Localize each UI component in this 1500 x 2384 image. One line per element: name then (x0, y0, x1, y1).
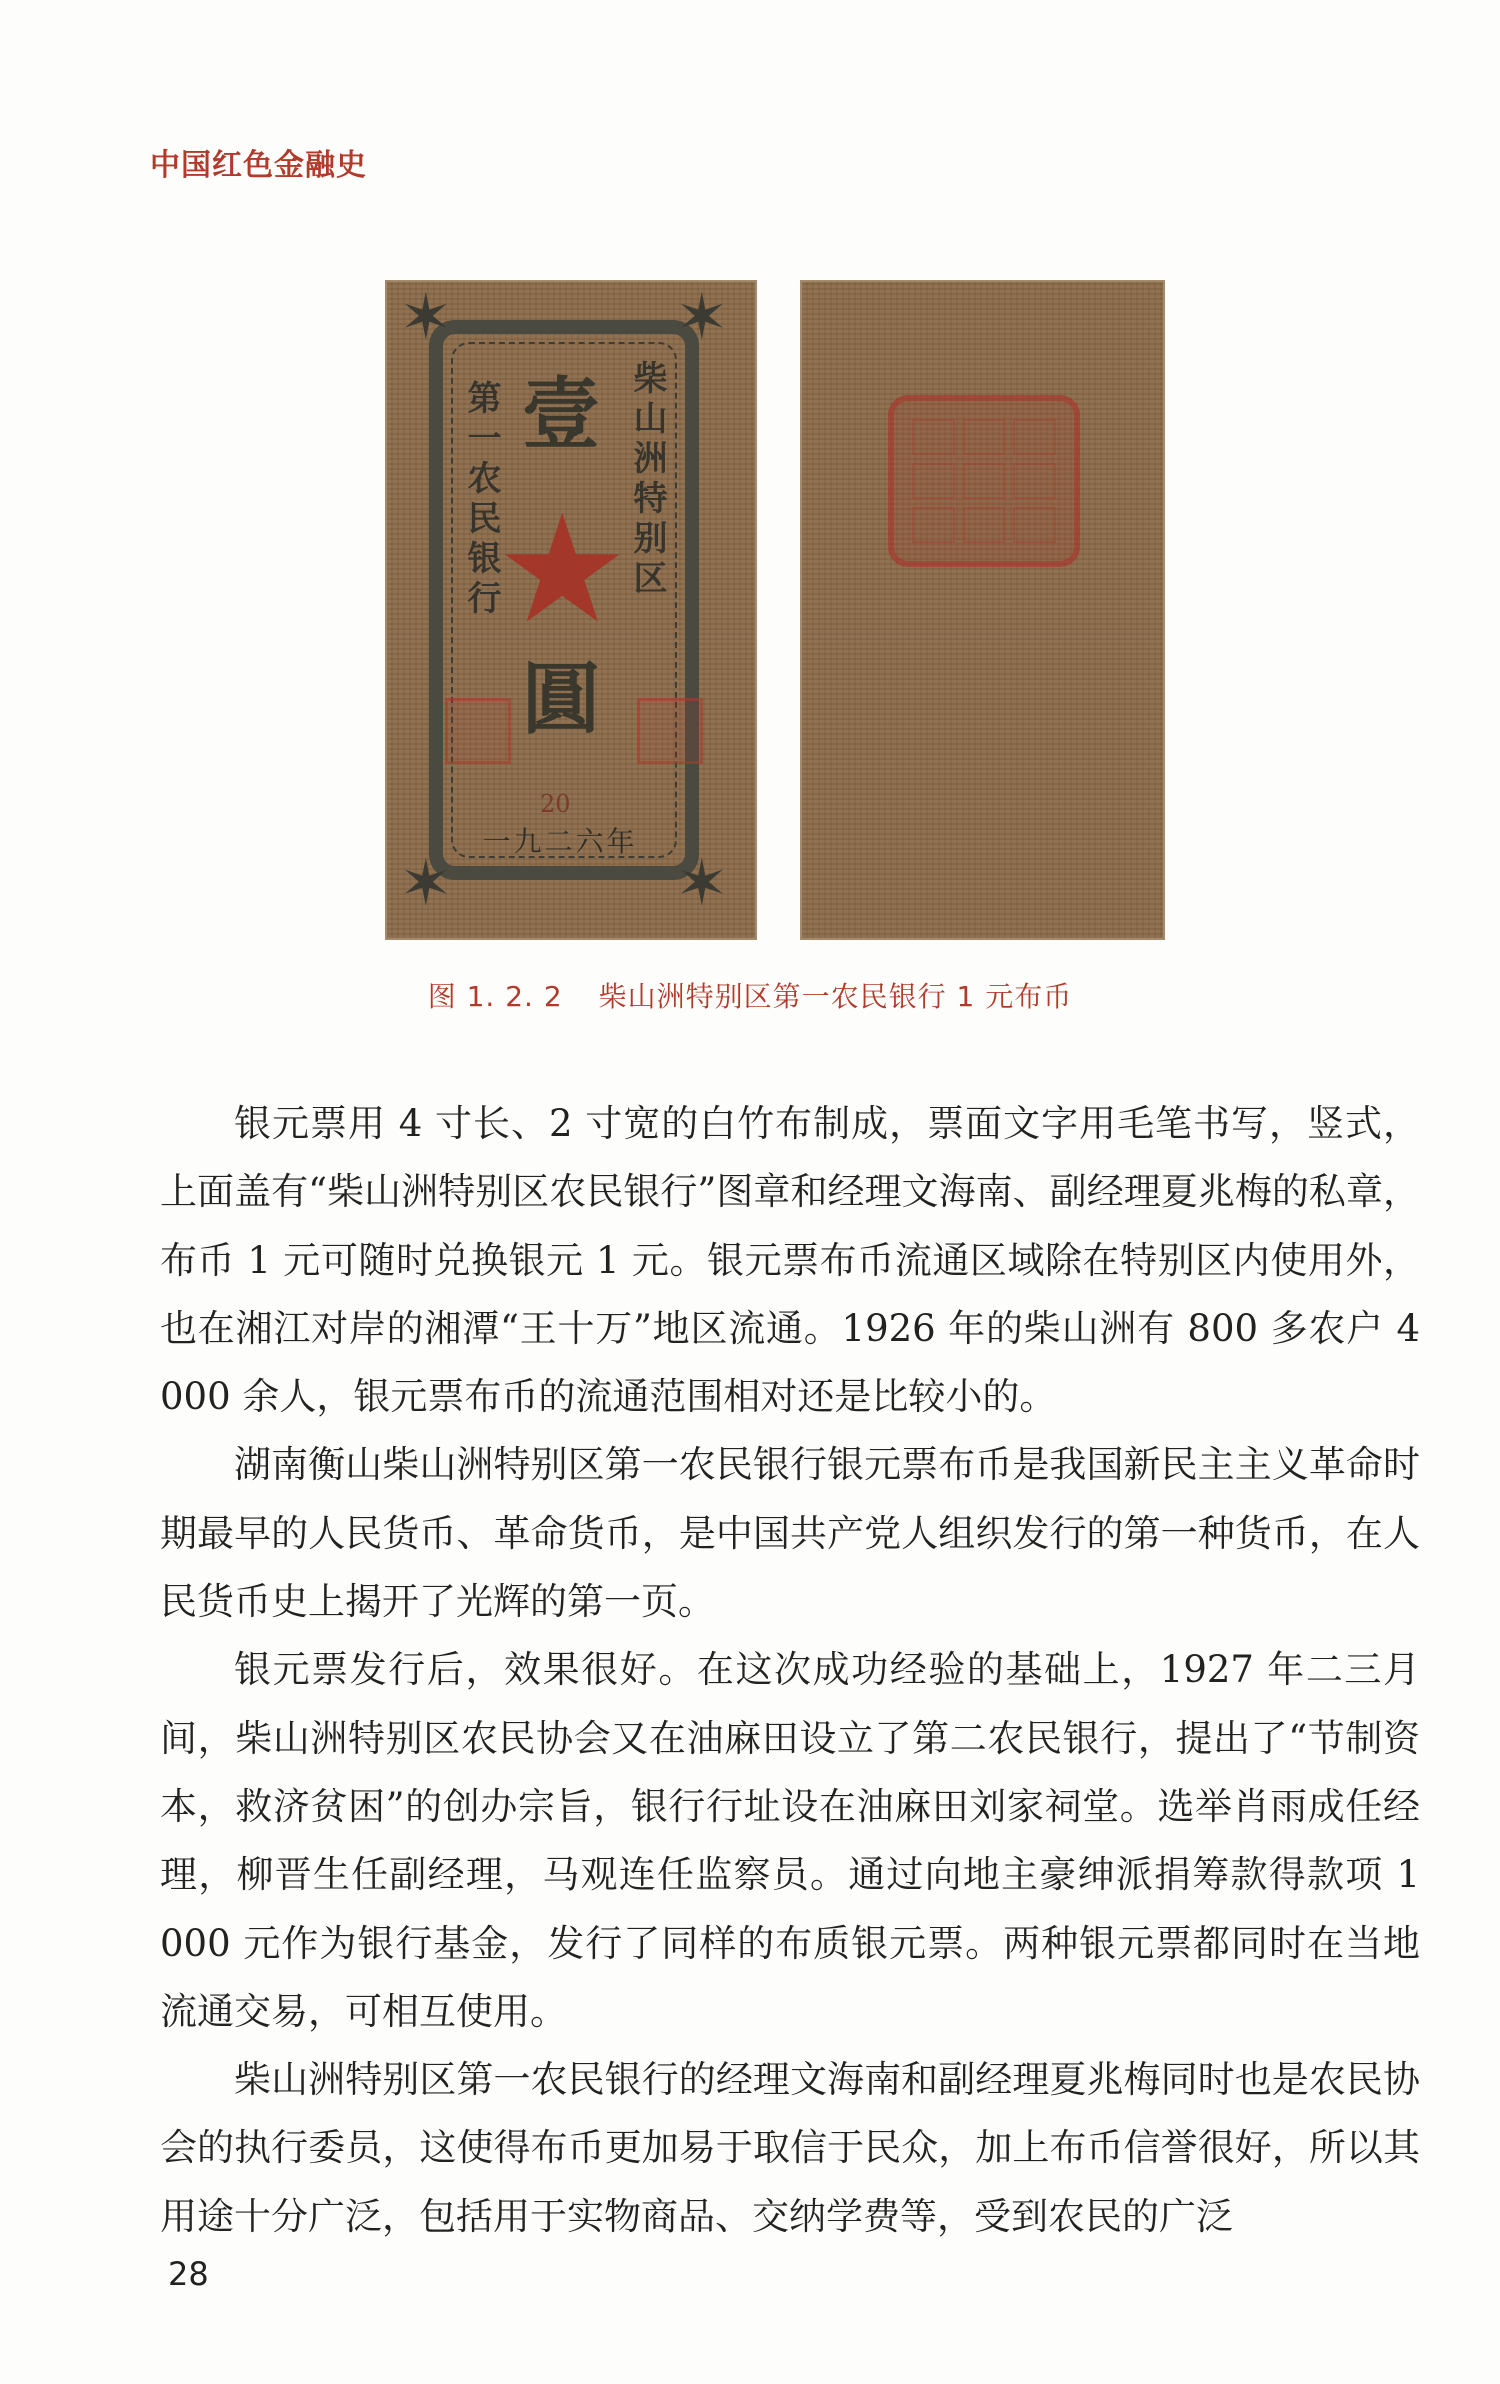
page-number: 28 (168, 2255, 209, 2293)
bank-seal-stamp (888, 395, 1080, 567)
district-name-vertical: 柴山洲特别区 (627, 360, 667, 600)
denomination-top: 壹 (521, 369, 600, 460)
issue-date: 一九二六年 (482, 825, 638, 858)
banknote-front (385, 280, 757, 940)
paragraph: 柴山洲特别区第一农民银行的经理文海南和副经理夏兆梅同时也是农民协会的执行委员，这使得布币更加易于取信于民众，加上布币信誉很好，所以其用途十分广泛，包括用于实物商品、交纳学费等，受到农民的广泛 (160, 2058, 1420, 2238)
corner-star-icon: ✶ (675, 847, 729, 921)
corner-star-icon: ✶ (399, 281, 453, 355)
body-text (160, 1090, 1420, 2251)
paragraph: 湖南衡山柴山洲特别区第一农民银行银元票布币是我国新民主主义革命时期最早的人民货币、革命货币，是中国共产党人组织发行的第一种货币，在人民货币史上揭开了光辉的第一页。 (160, 1443, 1420, 1624)
seal-stamp (445, 698, 511, 764)
figure-number: 图 1. 2. 2 (427, 980, 563, 1013)
seal-stamp (637, 698, 703, 764)
bank-name-vertical: 第一农民银行 (461, 380, 501, 620)
denomination-bottom: 圓 (521, 654, 600, 745)
banknote-back (800, 280, 1165, 940)
running-title: 中国红色金融史 (150, 148, 367, 183)
red-star-icon: ★ (495, 483, 630, 657)
figure-caption (0, 975, 1500, 1015)
paragraph: 银元票发行后，效果很好。在这次成功经验的基础上，1927 年二三月间，柴山洲特别区农民协会又在油麻田设立了第二农民银行，提出了“节制资本，救济贫困”的创办宗旨，银行行址设在油麻田刘家祠堂。选举肖雨成任经理，柳晋生任副经理，马观连任监察员。通过向地主豪绅派捐筹款得款项 1 000 元作为银行基金，发行了同样的布质银元票。两种银元票都同时在当地流通交易，可相互使用。 (160, 1648, 1420, 2033)
paragraph: 银元票用 4 寸长、2 寸宽的白竹布制成，票面文字用毛笔书写，竖式，上面盖有“柴山洲特别区农民银行”图章和经理文海南、副经理夏兆梅的私章，布币 1 元可随时兑换银元 1 元。银元票布币流通区域除在特别区内使用外，也在湘江对岸的湘潭“王十万”地区流通。1926 年的柴山洲有 800 多农户 4 000 余人，银元票布币的流通范围相对还是比较小的。 (160, 1102, 1420, 1419)
figure-caption-text: 柴山洲特别区第一农民银行 1 元布币 (598, 980, 1073, 1013)
serial-number: 20 (540, 790, 571, 818)
corner-star-icon: ✶ (675, 281, 729, 355)
banknote-figure (385, 280, 1165, 940)
corner-star-icon: ✶ (399, 847, 453, 921)
